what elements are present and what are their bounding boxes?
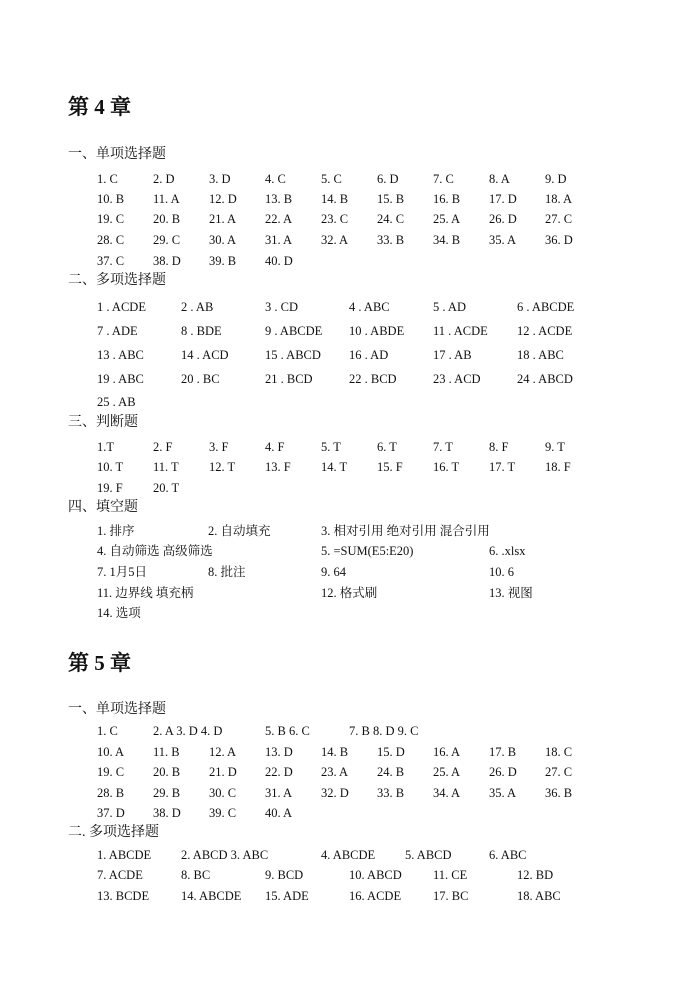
answer-item: 16. ACDE [349, 889, 402, 903]
answer-item: 15. ADE [265, 889, 309, 903]
answer-item: 1.T [97, 440, 115, 454]
answer-item: 39. B [209, 254, 237, 268]
answer-item: 24. C [377, 212, 405, 226]
answer-item: 8. BC [181, 868, 211, 882]
answer-item: 12. BD [517, 868, 554, 882]
answer-item: 13. F [265, 460, 291, 474]
answer-item: 33. B [377, 786, 405, 800]
answer-item: 16 . AD [349, 348, 389, 362]
answer-item: 37. C [97, 254, 125, 268]
answer-item: 24. B [377, 765, 405, 779]
answer-item: 24 . ABCD [517, 372, 573, 386]
answer-item: 3. F [209, 440, 229, 454]
answer-item: 28. B [97, 786, 125, 800]
answer-item: 9. T [545, 440, 565, 454]
answer-item: 2. A 3. D 4. D [153, 724, 223, 738]
answer-item: 13. BCDE [97, 889, 150, 903]
answer-item: 25 . AB [97, 395, 136, 409]
answer-item: 5. B 6. C [265, 724, 310, 738]
answer-item: 6. ABC [489, 848, 527, 862]
answer-item: 10 . ABDE [349, 324, 405, 338]
answer-item: 11 . ACDE [433, 324, 488, 338]
answer-item: 19. F [97, 481, 123, 495]
fill-answer-item: 2. 自动填充 [208, 524, 271, 538]
answer-item: 34. B [433, 233, 461, 247]
answer-item: 5. T [321, 440, 341, 454]
answer-item: 4. C [265, 172, 286, 186]
answer-item: 40. A [265, 806, 293, 820]
answer-item: 6. D [377, 172, 399, 186]
answer-item: 40. D [265, 254, 293, 268]
fill-answer-item: 13. 视图 [489, 586, 533, 600]
answer-item: 18. ABC [517, 889, 561, 903]
answer-item: 21. D [209, 765, 237, 779]
answer-item: 17. T [489, 460, 516, 474]
fill-answer-item: 7. 1月5日 [97, 565, 148, 579]
answer-item: 25. A [433, 765, 461, 779]
answer-item: 32. D [321, 786, 349, 800]
answer-item: 27. C [545, 765, 573, 779]
answer-item: 12. D [209, 192, 237, 206]
fill-answer-item: 10. 6 [489, 565, 514, 579]
fill-answer-item: 3. 相对引用 绝对引用 混合引用 [321, 524, 490, 538]
answer-item: 22. D [265, 765, 293, 779]
answer-item: 18. C [545, 745, 573, 759]
answer-item: 1. ABCDE [97, 848, 152, 862]
answer-item: 2. ABCD 3. ABC [181, 848, 269, 862]
answer-item: 18 . ABC [517, 348, 564, 362]
answer-item: 37. D [97, 806, 125, 820]
answer-item: 14 . ACD [181, 348, 229, 362]
answer-item: 1 . ACDE [97, 300, 146, 314]
answer-item: 10. A [97, 745, 125, 759]
answer-item: 10. B [97, 192, 125, 206]
answer-item: 20. B [153, 212, 181, 226]
answer-item: 16. A [433, 745, 461, 759]
answer-item: 12. A [209, 745, 237, 759]
fill-answer-item: 9. 64 [321, 565, 346, 579]
answer-item: 11. T [153, 460, 179, 474]
answer-item: 8. F [489, 440, 509, 454]
answer-item: 4. ABCDE [321, 848, 376, 862]
answer-item: 23 . ACD [433, 372, 481, 386]
answer-item: 14. T [321, 460, 348, 474]
answer-item: 8. A [489, 172, 510, 186]
answer-item: 18. F [545, 460, 571, 474]
answer-item: 26. D [489, 212, 517, 226]
answer-item: 36. D [545, 233, 573, 247]
answer-item: 31. A [265, 786, 293, 800]
answer-item: 18. A [545, 192, 573, 206]
answer-item: 12. T [209, 460, 236, 474]
answer-item: 17. D [489, 192, 517, 206]
section-title: 一、单项选择题 [68, 702, 166, 717]
answer-item: 19. C [97, 212, 125, 226]
chapter-title: 第 4 章 [68, 95, 131, 119]
answer-item: 29. C [153, 233, 181, 247]
answer-item: 1. C [97, 172, 118, 186]
answer-item: 13 . ABC [97, 348, 144, 362]
answer-item: 1. C [97, 724, 118, 738]
answer-item: 7. B 8. D 9. C [349, 724, 419, 738]
answer-item: 30. A [209, 233, 237, 247]
answer-item: 11. B [153, 745, 180, 759]
fill-answer-item: 1. 排序 [97, 524, 135, 538]
answer-item: 10. ABCD [349, 868, 402, 882]
answer-item: 20 . BC [181, 372, 220, 386]
answer-item: 13. D [265, 745, 293, 759]
answer-item: 33. B [377, 233, 405, 247]
answer-item: 6. T [377, 440, 397, 454]
chapter-title: 第 5 章 [68, 651, 131, 675]
answer-item: 7. C [433, 172, 454, 186]
fill-answer-item: 8. 批注 [208, 565, 246, 579]
fill-answer-item: 6. .xlsx [489, 544, 526, 558]
answer-item: 17. BC [433, 889, 469, 903]
answer-item: 6 . ABCDE [517, 300, 575, 314]
answer-item: 20. B [153, 765, 181, 779]
answer-item: 35. A [489, 233, 517, 247]
fill-answer-item: 5. =SUM(E5:E20) [321, 544, 414, 558]
answer-item: 16. B [433, 192, 461, 206]
answer-item: 27. C [545, 212, 573, 226]
answer-item: 38. D [153, 806, 181, 820]
answer-item: 14. B [321, 745, 349, 759]
answer-item: 11. CE [433, 868, 468, 882]
answer-item: 31. A [265, 233, 293, 247]
answer-item: 11. A [153, 192, 180, 206]
answer-item: 9 . ABCDE [265, 324, 323, 338]
answer-item: 9. BCD [265, 868, 304, 882]
answer-item: 13. B [265, 192, 293, 206]
answer-item: 22. A [265, 212, 293, 226]
answer-item: 23. C [321, 212, 349, 226]
answer-item: 35. A [489, 786, 517, 800]
fill-answer-item: 11. 边界线 填充柄 [97, 586, 194, 600]
answer-item: 2. D [153, 172, 175, 186]
answer-item: 15. D [377, 745, 405, 759]
answer-item: 5 . AD [433, 300, 466, 314]
answer-item: 21. A [209, 212, 237, 226]
answer-item: 29. B [153, 786, 181, 800]
answer-item: 39. C [209, 806, 237, 820]
answer-item: 15. F [377, 460, 403, 474]
section-title: 二. 多项选择题 [68, 825, 159, 840]
section-title: 二、多项选择题 [68, 273, 166, 288]
answer-item: 3 . CD [265, 300, 298, 314]
answer-item: 17 . AB [433, 348, 472, 362]
answer-item: 25. A [433, 212, 461, 226]
answer-item: 2 . AB [181, 300, 214, 314]
section-title: 三、判断题 [68, 415, 138, 430]
answer-item: 36. B [545, 786, 573, 800]
answer-item: 7. ACDE [97, 868, 143, 882]
answer-item: 22 . BCD [349, 372, 397, 386]
answer-item: 17. B [489, 745, 517, 759]
answer-item: 9. D [545, 172, 567, 186]
answer-item: 28. C [97, 233, 125, 247]
answer-item: 8 . BDE [181, 324, 222, 338]
answer-item: 30. C [209, 786, 237, 800]
answer-item: 12 . ACDE [517, 324, 573, 338]
answer-item: 26. D [489, 765, 517, 779]
answer-item: 14. B [321, 192, 349, 206]
answer-item: 16. T [433, 460, 460, 474]
section-title: 一、单项选择题 [68, 147, 166, 162]
answer-item: 4. F [265, 440, 285, 454]
answer-item: 32. A [321, 233, 349, 247]
answer-item: 5. ABCD [405, 848, 452, 862]
answer-item: 19 . ABC [97, 372, 144, 386]
answer-item: 7. T [433, 440, 453, 454]
answer-item: 20. T [153, 481, 180, 495]
answer-item: 15 . ABCD [265, 348, 321, 362]
answer-item: 38. D [153, 254, 181, 268]
answer-item: 7 . ADE [97, 324, 138, 338]
answer-item: 15. B [377, 192, 405, 206]
answer-item: 21 . BCD [265, 372, 313, 386]
answer-item: 10. T [97, 460, 124, 474]
answer-item: 3. D [209, 172, 231, 186]
section-title: 四、填空题 [68, 500, 138, 515]
answer-item: 5. C [321, 172, 342, 186]
answer-item: 19. C [97, 765, 125, 779]
answer-item: 14. ABCDE [181, 889, 242, 903]
answer-item: 2. F [153, 440, 173, 454]
answer-item: 34. A [433, 786, 461, 800]
fill-answer-item: 4. 自动筛选 高级筛选 [97, 544, 213, 558]
answer-item: 4 . ABC [349, 300, 390, 314]
fill-answer-item: 14. 选项 [97, 606, 141, 620]
fill-answer-item: 12. 格式刷 [321, 586, 378, 600]
answer-item: 23. A [321, 765, 349, 779]
